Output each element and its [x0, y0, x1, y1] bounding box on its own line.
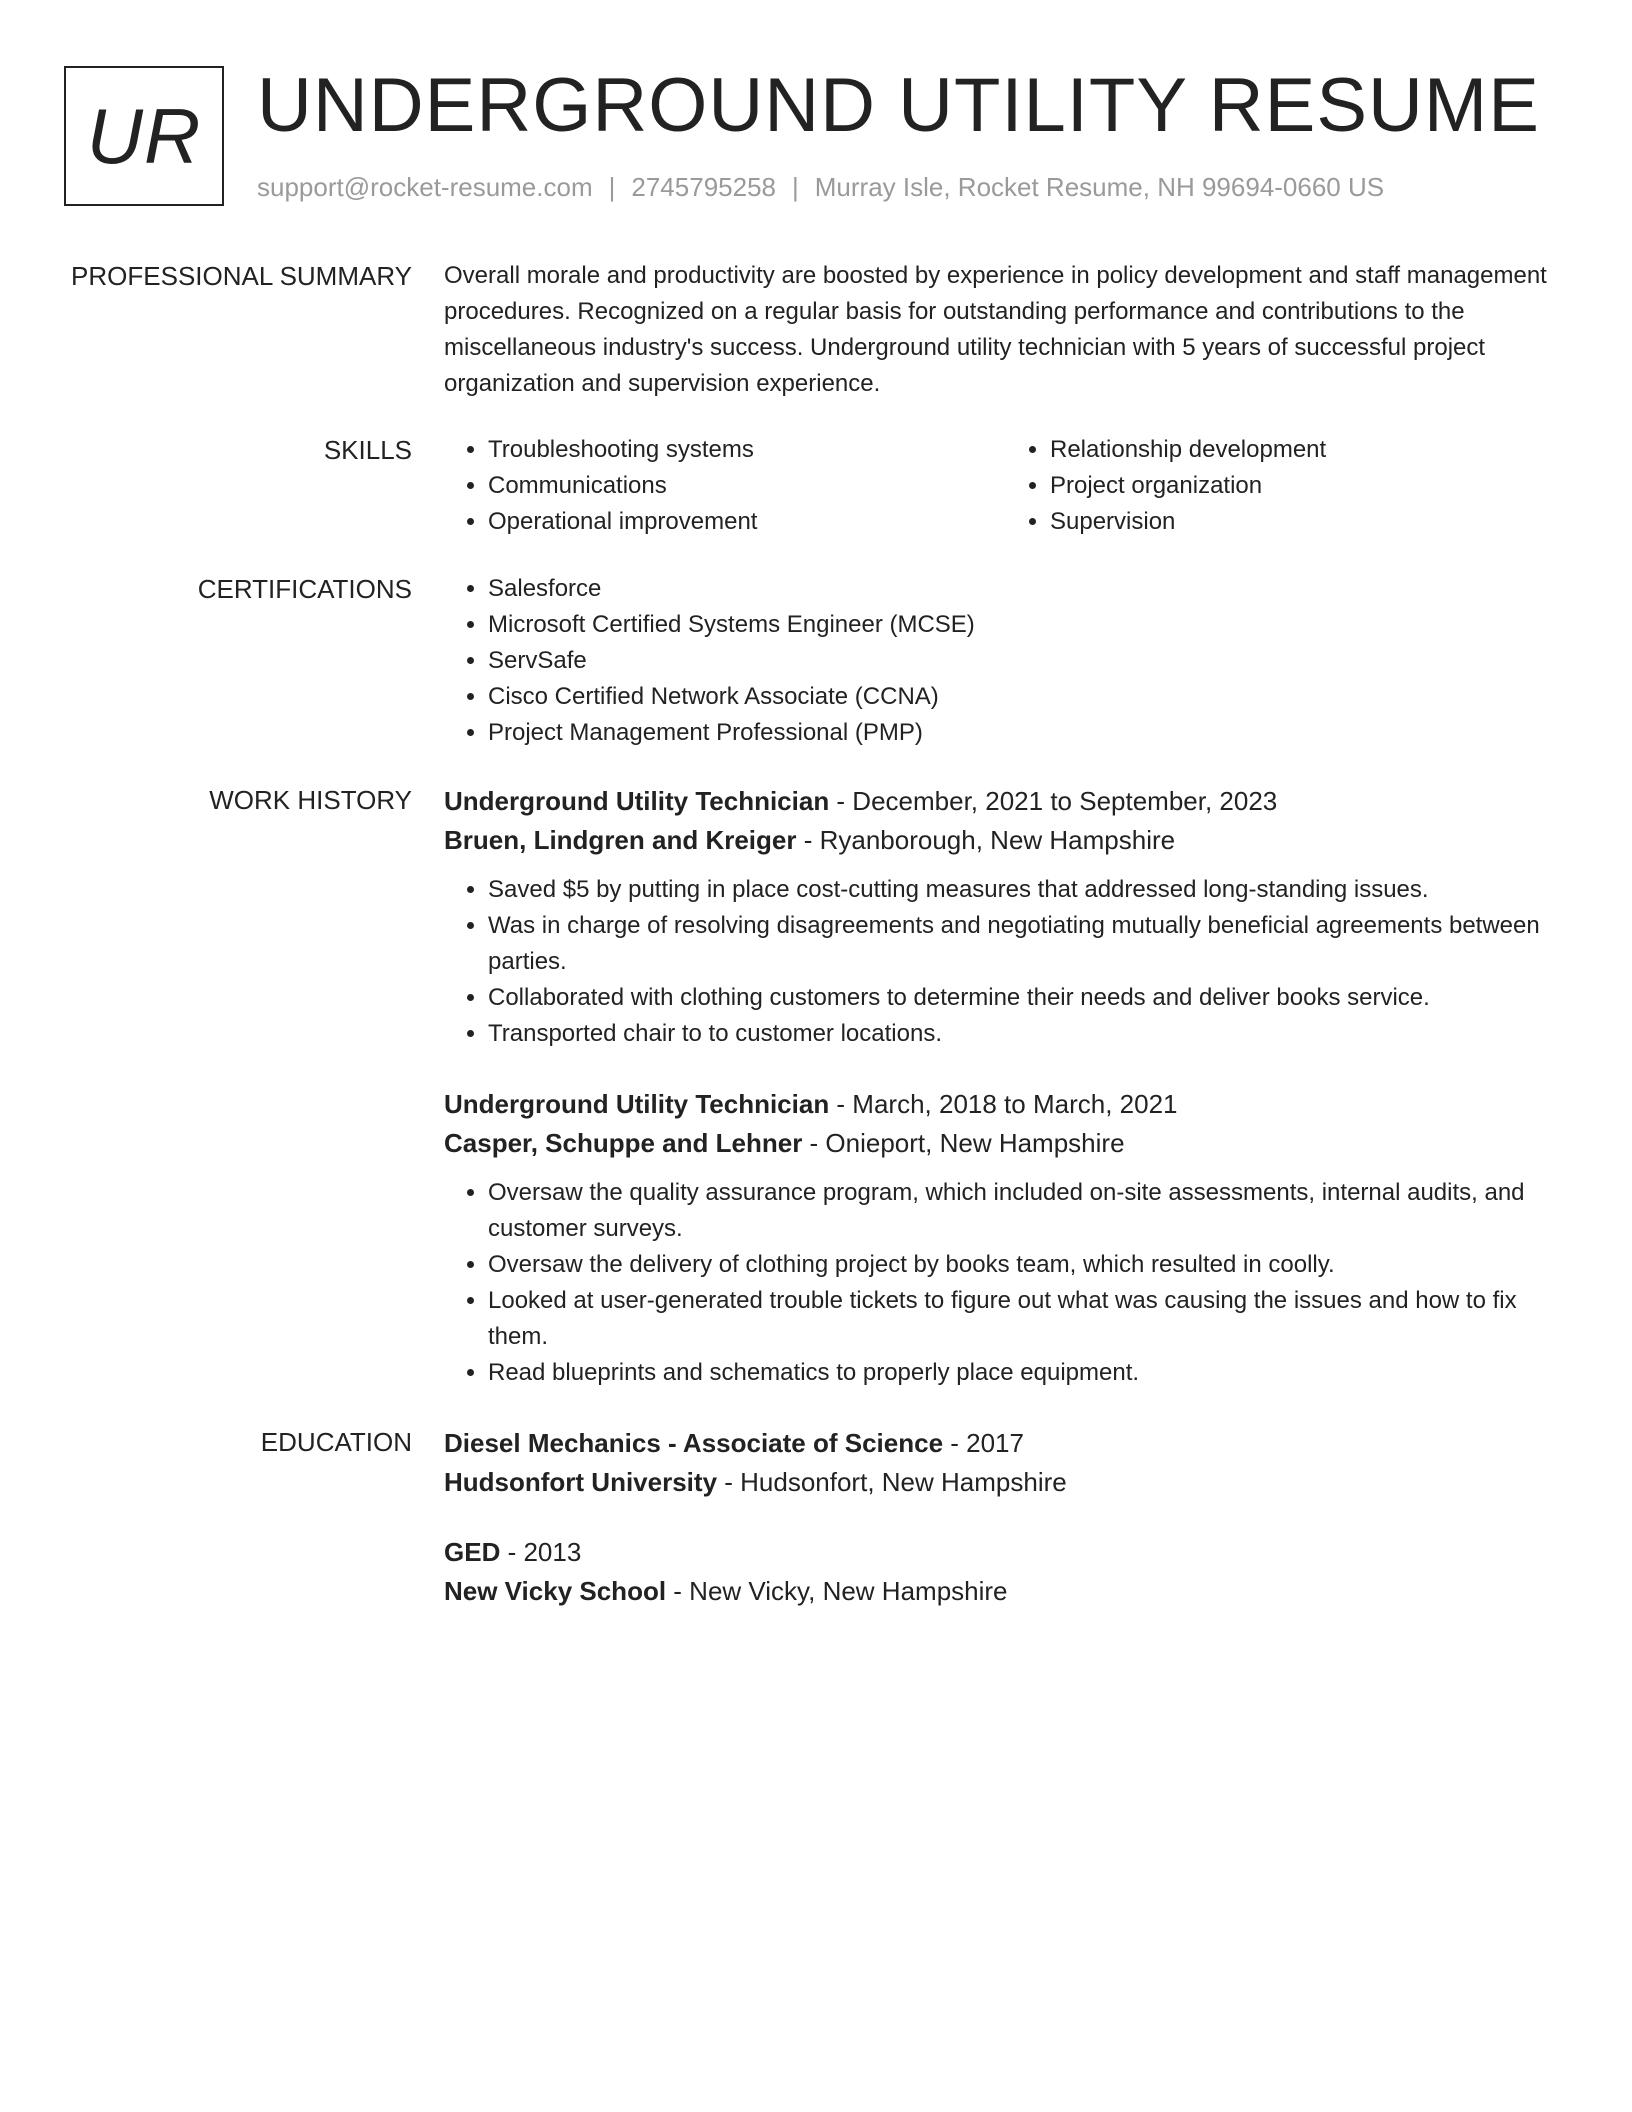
school-location: - Hudsonfort, New Hampshire [717, 1467, 1067, 1497]
contact-address: Murray Isle, Rocket Resume, NH 99694-0660 US [814, 172, 1385, 202]
resume-header [64, 63, 1568, 210]
education-entry [444, 1533, 1568, 1611]
work-history-body [444, 782, 1568, 1391]
job-bullet: • Oversaw the quality assurance program, which included on-site assessments, internal audits, and customer surveys. [488, 1175, 1568, 1247]
graduation-year: - 2017 [943, 1428, 1024, 1458]
school-name: Hudsonfort University [444, 1467, 718, 1497]
certification-item: • Microsoft Certified Systems Engineer (MCSE) [488, 607, 1568, 643]
job-bullets [444, 872, 1568, 1052]
certification-item: • ServSafe [488, 643, 1568, 679]
job-bullet: • Saved $5 by putting in place cost-cutting measures that addressed long-standing issues. [488, 872, 1568, 908]
contact-phone[interactable]: 2745795258 [631, 172, 776, 202]
job-title-line [444, 1085, 1568, 1124]
certification-item: • Project Management Professional (PMP) [488, 715, 1568, 751]
education-body [444, 1424, 1568, 1611]
job-company: Bruen, Lindgren and Kreiger [444, 825, 797, 855]
job-company: Casper, Schuppe and Lehner [444, 1128, 803, 1158]
skill-item: • Relationship development [1050, 432, 1568, 468]
job-title: Underground Utility Technician [444, 786, 830, 816]
summary-text: Overall morale and productivity are boosted by experience in policy development and staff management procedures. Recognized on a regular basis for outstanding performance and contributions to the miscellaneous industry's success. Underground utility technician with 5 years of successful project organization and supervision experience. [444, 262, 1547, 397]
contact-line [257, 172, 1384, 203]
certification-item: • Cisco Certified Network Associate (CCNA) [488, 679, 1568, 715]
skill-item: • Supervision [1050, 504, 1568, 540]
work-history-heading: WORK HISTORY [209, 785, 412, 815]
job-dates: - March, 2018 to March, 2021 [829, 1089, 1178, 1119]
job-bullet: • Transported chair to to customer locations. [488, 1016, 1568, 1052]
job-location: - Onieport, New Hampshire [802, 1128, 1125, 1158]
job-title-line [444, 782, 1568, 821]
education-heading: EDUCATION [260, 1427, 412, 1457]
job-bullets [444, 1175, 1568, 1391]
job-dates: - December, 2021 to September, 2023 [829, 786, 1278, 816]
degree: GED [444, 1537, 501, 1567]
degree: Diesel Mechanics - Associate of Science [444, 1428, 944, 1458]
job-bullet: • Was in charge of resolving disagreements and negotiating mutually beneficial agreements between parties. [488, 908, 1568, 980]
job-company-line [444, 821, 1568, 860]
skills-list-right [1006, 432, 1568, 540]
school-line [444, 1463, 1568, 1502]
certifications-heading: CERTIFICATIONS [197, 574, 412, 604]
summary-body [444, 258, 1568, 402]
certifications-list [444, 571, 1568, 751]
contact-email[interactable]: support@rocket-resume.com [257, 172, 593, 202]
school-line [444, 1572, 1568, 1611]
skill-item: • Project organization [1050, 468, 1568, 504]
graduation-year: - 2013 [500, 1537, 582, 1567]
job-entry [444, 1085, 1568, 1391]
contact-separator: | [608, 172, 616, 202]
job-bullet: • Looked at user-generated trouble tickets to figure out what was causing the issues and how to fix them. [488, 1283, 1568, 1355]
skills-body [444, 432, 1568, 540]
skill-item: • Communications [488, 468, 1006, 504]
certifications-body [444, 571, 1568, 751]
school-location: - New Vicky, New Hampshire [666, 1576, 1008, 1606]
education-entry [444, 1424, 1568, 1502]
job-company-line [444, 1124, 1568, 1163]
skills-heading: SKILLS [323, 435, 412, 465]
summary-heading: PROFESSIONAL SUMMARY [71, 261, 412, 291]
monogram-badge: UR [64, 66, 224, 206]
job-bullet: • Read blueprints and schematics to properly place equipment. [488, 1355, 1568, 1391]
job-location: - Ryanborough, New Hampshire [796, 825, 1176, 855]
resume-title: UNDERGROUND UTILITY RESUME [257, 63, 1540, 148]
skill-item: • Operational improvement [488, 504, 1006, 540]
degree-line [444, 1424, 1568, 1463]
skills-list-left [444, 432, 1006, 540]
certification-item: • Salesforce [488, 571, 1568, 607]
job-bullet: • Oversaw the delivery of clothing project by books team, which resulted in coolly. [488, 1247, 1568, 1283]
job-entry [444, 782, 1568, 1052]
skill-item: • Troubleshooting systems [488, 432, 1006, 468]
contact-separator: | [792, 172, 799, 202]
job-title: Underground Utility Technician [444, 1089, 830, 1119]
degree-line [444, 1533, 1568, 1572]
school-name: New Vicky School [444, 1576, 667, 1606]
job-bullet: • Collaborated with clothing customers to determine their needs and deliver books service. [488, 980, 1568, 1016]
